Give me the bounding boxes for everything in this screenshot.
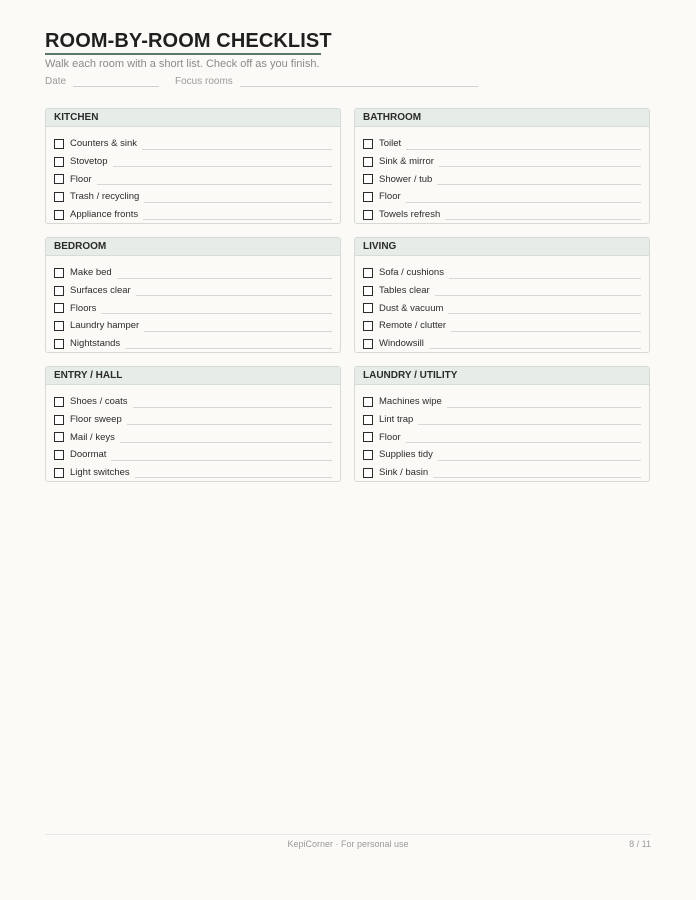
note-line bbox=[406, 149, 641, 150]
room-card-bedroom bbox=[45, 237, 341, 353]
checklist-item bbox=[54, 153, 332, 171]
checkbox[interactable] bbox=[54, 339, 64, 349]
checklist-item bbox=[54, 446, 332, 464]
checklist-item bbox=[54, 464, 332, 482]
checkbox[interactable] bbox=[363, 286, 373, 296]
checkbox[interactable] bbox=[363, 415, 373, 425]
item-label: Dust & vacuum bbox=[379, 302, 444, 314]
checklist-item bbox=[363, 264, 641, 282]
item-label: Light switches bbox=[70, 467, 130, 479]
checklist-item bbox=[363, 206, 641, 224]
checklist-item bbox=[54, 411, 332, 429]
checkbox[interactable] bbox=[54, 397, 64, 407]
room-card-bathroom bbox=[354, 108, 650, 224]
note-line bbox=[97, 184, 332, 185]
item-label: Counters & sink bbox=[70, 138, 138, 150]
note-line bbox=[451, 331, 641, 332]
checkbox[interactable] bbox=[54, 450, 64, 460]
focus-rooms-label: Focus rooms bbox=[175, 76, 233, 87]
checklist-item bbox=[363, 335, 641, 353]
checkbox[interactable] bbox=[54, 303, 64, 313]
checkbox[interactable] bbox=[54, 268, 64, 278]
note-line bbox=[125, 348, 332, 349]
note-line bbox=[117, 278, 332, 279]
note-line bbox=[136, 295, 332, 296]
item-label: Nightstands bbox=[70, 338, 121, 350]
note-line bbox=[418, 424, 641, 425]
item-label: Sofa / cushions bbox=[379, 267, 444, 279]
checklist-item bbox=[54, 299, 332, 317]
item-label: Supplies tidy bbox=[379, 449, 433, 461]
checklist-item bbox=[363, 428, 641, 446]
checklist-item bbox=[54, 264, 332, 282]
checkbox[interactable] bbox=[363, 174, 373, 184]
checklist-item bbox=[363, 446, 641, 464]
checkbox[interactable] bbox=[363, 303, 373, 313]
item-label: Tables clear bbox=[379, 285, 430, 297]
note-line bbox=[120, 442, 332, 443]
note-line bbox=[144, 202, 332, 203]
item-label: Towels refresh bbox=[379, 209, 441, 221]
item-label: Surfaces clear bbox=[70, 285, 131, 297]
page-number: 8 / 11 bbox=[629, 839, 651, 849]
room-title: BEDROOM bbox=[46, 238, 340, 256]
item-label: Laundry hamper bbox=[70, 320, 140, 332]
item-label: Sink / basin bbox=[379, 467, 429, 479]
note-line bbox=[133, 407, 332, 408]
note-line bbox=[447, 407, 641, 408]
checkbox[interactable] bbox=[363, 192, 373, 202]
item-label: Trash / recycling bbox=[70, 191, 140, 203]
checkbox[interactable] bbox=[54, 139, 64, 149]
checklist-item bbox=[54, 282, 332, 300]
item-label: Stovetop bbox=[70, 156, 108, 168]
checkbox[interactable] bbox=[54, 157, 64, 167]
room-title: BATHROOM bbox=[355, 109, 649, 127]
item-label: Machines wipe bbox=[379, 396, 442, 408]
checklist-item bbox=[363, 464, 641, 482]
date-label: Date bbox=[45, 76, 67, 87]
checklist-item bbox=[54, 428, 332, 446]
checklist-item bbox=[54, 135, 332, 153]
item-label: Floor sweep bbox=[70, 414, 122, 426]
note-line bbox=[143, 219, 332, 220]
room-title: KITCHEN bbox=[46, 109, 340, 127]
checkbox[interactable] bbox=[363, 321, 373, 331]
note-line bbox=[135, 477, 332, 478]
checkbox[interactable] bbox=[363, 397, 373, 407]
note-line bbox=[101, 313, 332, 314]
item-label: Doormat bbox=[70, 449, 107, 461]
item-label: Mail / keys bbox=[70, 431, 115, 443]
item-label: Floor bbox=[379, 431, 401, 443]
note-line bbox=[449, 278, 641, 279]
item-label: Windowsill bbox=[379, 338, 424, 350]
checklist-item bbox=[363, 299, 641, 317]
checklist-item bbox=[363, 317, 641, 335]
note-line bbox=[445, 219, 641, 220]
item-label: Appliance fronts bbox=[70, 209, 139, 221]
item-label: Toilet bbox=[379, 138, 402, 150]
item-label: Floors bbox=[70, 302, 97, 314]
item-label: Shower / tub bbox=[379, 173, 433, 185]
item-label: Sink & mirror bbox=[379, 156, 434, 168]
room-card-kitchen bbox=[45, 108, 341, 224]
note-line bbox=[406, 202, 641, 203]
checklist-item bbox=[54, 188, 332, 206]
checklist-item bbox=[363, 393, 641, 411]
checkbox[interactable] bbox=[54, 210, 64, 220]
checkbox[interactable] bbox=[54, 192, 64, 202]
checkbox[interactable] bbox=[363, 339, 373, 349]
checklist-item bbox=[363, 188, 641, 206]
item-label: Floor bbox=[379, 191, 401, 203]
note-line bbox=[448, 313, 641, 314]
checkbox[interactable] bbox=[54, 286, 64, 296]
note-line bbox=[437, 184, 641, 185]
checkbox[interactable] bbox=[363, 210, 373, 220]
checkbox[interactable] bbox=[363, 450, 373, 460]
note-line bbox=[127, 424, 332, 425]
footer-divider bbox=[45, 834, 651, 835]
note-line bbox=[144, 331, 332, 332]
note-line bbox=[113, 166, 333, 167]
item-label: Remote / clutter bbox=[379, 320, 447, 332]
checklist-item bbox=[54, 206, 332, 224]
room-card-entry-hall bbox=[45, 366, 341, 482]
item-label: Shoes / coats bbox=[70, 396, 128, 408]
room-title: LAUNDRY / UTILITY bbox=[355, 367, 649, 385]
note-line bbox=[439, 166, 641, 167]
note-line bbox=[435, 295, 641, 296]
page-title: ROOM-BY-ROOM CHECKLIST bbox=[45, 30, 332, 52]
checkbox[interactable] bbox=[54, 468, 64, 478]
checkbox[interactable] bbox=[54, 174, 64, 184]
checkbox[interactable] bbox=[54, 432, 64, 442]
page-subtitle: Walk each room with a short list. Check off as you finish. bbox=[45, 58, 320, 70]
date-field[interactable] bbox=[73, 86, 159, 87]
checklist-item bbox=[54, 317, 332, 335]
checklist-item bbox=[363, 135, 641, 153]
checklist-item bbox=[363, 411, 641, 429]
note-line bbox=[142, 149, 332, 150]
note-line bbox=[438, 460, 641, 461]
room-title: ENTRY / HALL bbox=[46, 367, 340, 385]
checkbox[interactable] bbox=[54, 321, 64, 331]
note-line bbox=[406, 442, 641, 443]
checklist-item bbox=[363, 282, 641, 300]
checkbox[interactable] bbox=[363, 468, 373, 478]
item-label: Lint trap bbox=[379, 414, 414, 426]
note-line bbox=[429, 348, 641, 349]
checkbox[interactable] bbox=[54, 415, 64, 425]
checkbox[interactable] bbox=[363, 139, 373, 149]
checklist-item bbox=[54, 393, 332, 411]
checkbox[interactable] bbox=[363, 268, 373, 278]
checklist-item bbox=[363, 170, 641, 188]
room-title: LIVING bbox=[355, 238, 649, 256]
item-label: Make bed bbox=[70, 267, 112, 279]
checklist-item bbox=[54, 335, 332, 353]
checklist-item bbox=[54, 170, 332, 188]
item-label: Floor bbox=[70, 173, 92, 185]
checklist-item bbox=[363, 153, 641, 171]
room-card-laundry-utility bbox=[354, 366, 650, 482]
focus-rooms-field[interactable] bbox=[240, 86, 478, 87]
room-card-living bbox=[354, 237, 650, 353]
checkbox[interactable] bbox=[363, 157, 373, 167]
note-line bbox=[111, 460, 332, 461]
title-underline bbox=[45, 53, 321, 55]
note-line bbox=[433, 477, 641, 478]
footer-text: KepiCorner · For personal use bbox=[287, 839, 409, 849]
checkbox[interactable] bbox=[363, 432, 373, 442]
